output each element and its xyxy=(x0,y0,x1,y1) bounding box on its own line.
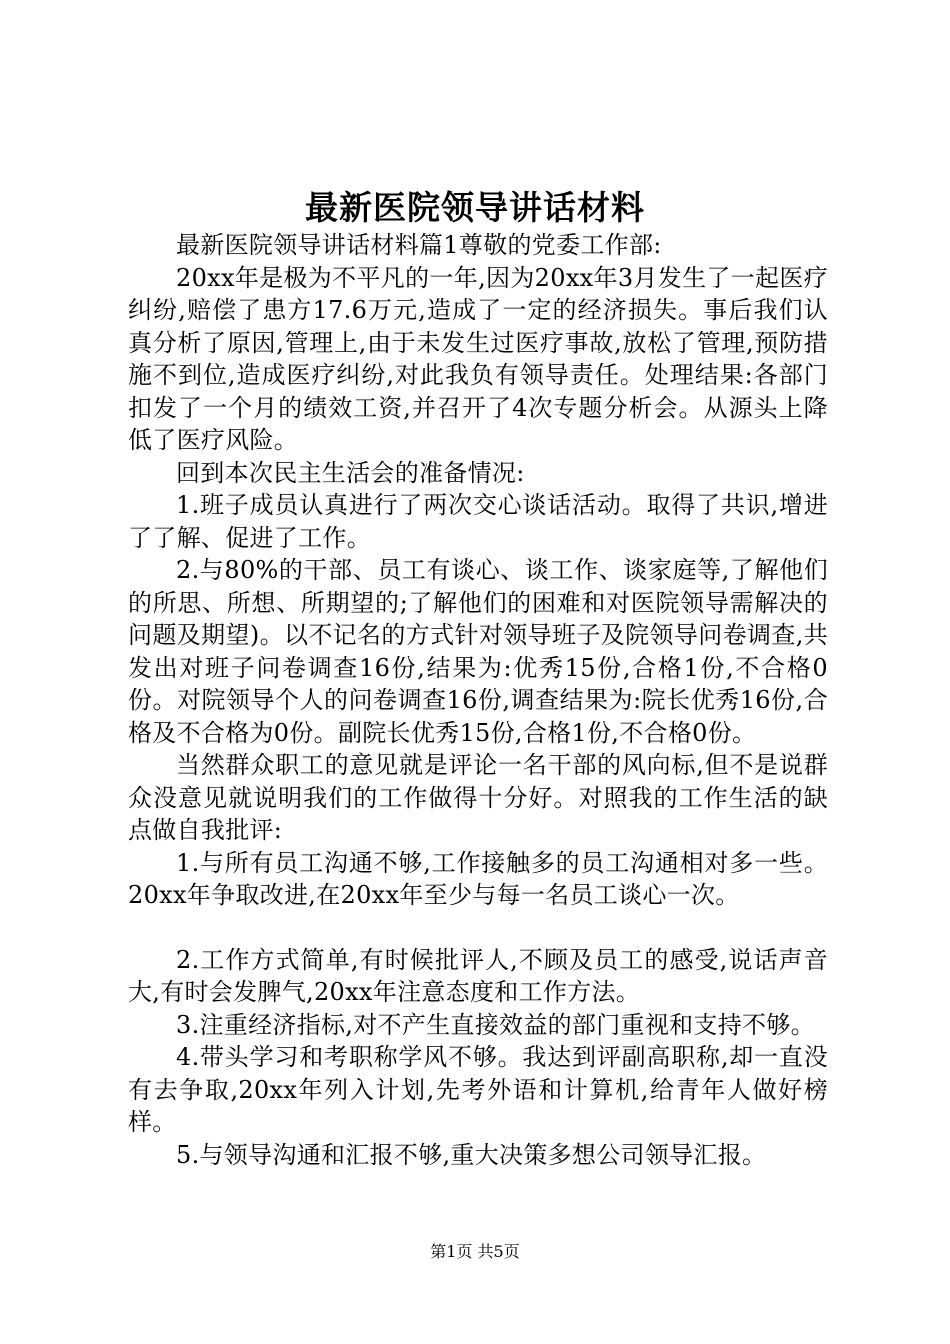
paragraph-medical-dispute: 20xx年是极为不平凡的一年,因为20xx年3月发生了一起医疗纠纷,赔偿了患方17.6万元,造成了一定的经济损失。事后我们认真分析了原因,管理上,由于未发生过医疗事故,放松了管理,预防措施不到位,造成医疗纠纷,对此我负有领导责任。处理结果:各部门扣发了一个月的绩效工资,并召开了4次专题分析会。从源头上降低了医疗风险。 xyxy=(128,263,828,454)
paragraph-preparation-heading: 回到本次民主生活会的准备情况: xyxy=(176,458,525,487)
paragraph-preparation-item-1: 1.班子成员认真进行了两次交心谈话活动。取得了共识,增进了了解、促进了工作。 xyxy=(128,491,828,552)
paragraph-criticism-item-3: 3.注重经济指标,对不产生直接效益的部门重视和支持不够。 xyxy=(176,1010,815,1039)
paragraph-preparation-item-2: 2.与80%的干部、员工有谈心、谈工作、谈家庭等,了解他们的所思、所想、所期望的;了解他们的困难和对医院领导需解决的问题及期望)。以不记名的方式针对领导班子及院领导问卷调查,共发出对班子问卷调查16份,结果为:优秀15份,合格1份,不合格0份。对院领导个人的问卷调查16份,调查结果为:院长优秀16份,合格及不合格为0份。副院长优秀15份,合格1份,不合格0份。 xyxy=(128,556,828,747)
paragraph-criticism-item-2: 2.工作方式简单,有时候批评人,不顾及员工的感受,说话声音大,有时会发脾气,20xx年注意态度和工作方法。 xyxy=(128,945,828,1006)
paragraph-criticism-item-5: 5.与领导沟通和汇报不够,重大决策多想公司领导汇报。 xyxy=(176,1140,767,1169)
document-body xyxy=(128,229,828,1171)
document-title: 最新医院领导讲话材料 xyxy=(305,188,645,227)
paragraph-criticism-item-4: 4.带头学习和考职称学风不够。我达到评副高职称,却一直没有去争取,20xx年列入计划,先考外语和计算机,给青年人做好榜样。 xyxy=(128,1043,828,1136)
paragraph-salutation: 最新医院领导讲话材料篇1尊敬的党委工作部: xyxy=(176,231,662,259)
paragraph-self-criticism-intro: 当然群众职工的意见就是评论一名干部的风向标,但不是说群众没意见就说明我们的工作做得十分好。对照我的工作生活的缺点做自我批评: xyxy=(128,751,828,844)
paragraph-criticism-item-1: 1.与所有员工沟通不够,工作接触多的员工沟通相对多一些。20xx年争取改进,在20xx年至少与每一名员工谈心一次。 xyxy=(128,848,828,909)
page-indicator: 第1页 共5页 xyxy=(430,1242,520,1261)
